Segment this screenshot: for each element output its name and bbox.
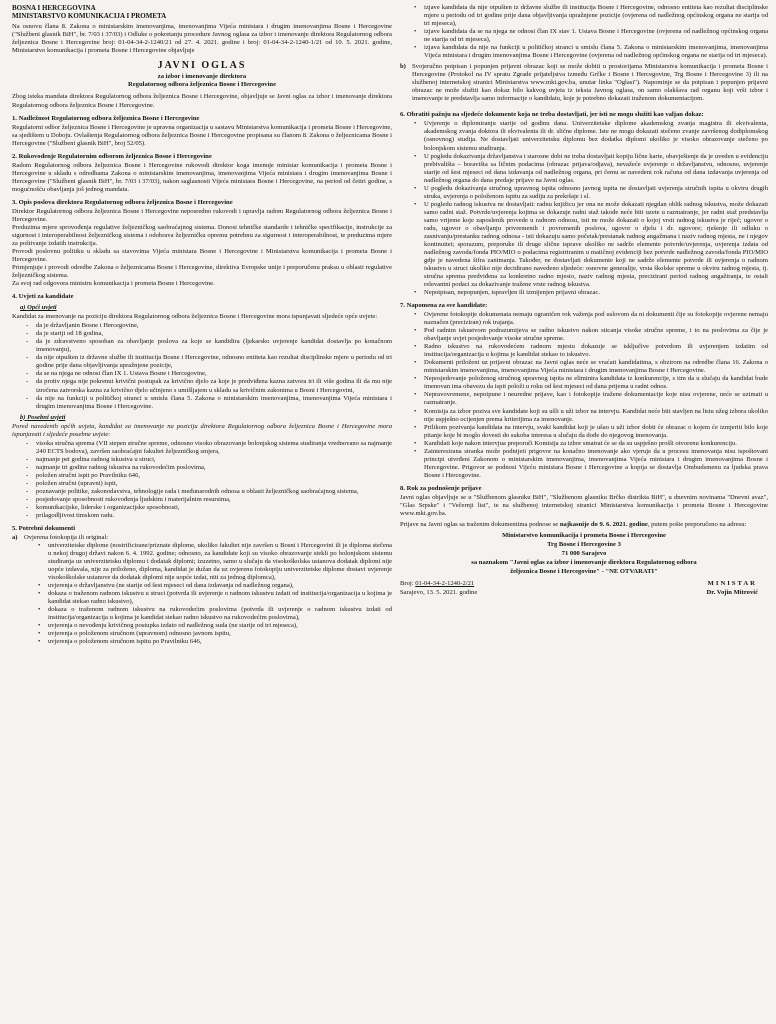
reference-label: Broj: <box>400 580 414 588</box>
list-item: • uvjerenja o položenom stručnom ispitu po Pravilniku 646, <box>48 638 392 646</box>
deadline-paragraph <box>400 521 768 529</box>
list-item: - komunikacijske, liderske i organizacijske sposobnosti, <box>36 504 392 512</box>
general-conditions-list <box>12 322 392 410</box>
section-4-heading: 4. Uvjeti za kandidate <box>12 293 74 301</box>
deadline-date: najkasnije do 9. 6. 2021. godine <box>559 520 648 528</box>
deadline-suffix: , putem pošte preporučeno na adresu: <box>647 520 747 528</box>
section-3-paragraph: Preduzima mjere sprovođenja regulative željezničkog saobraćajnog sistema. Donosi tehničke standarde i tehničke specifikacije, instrukcije za sigurnost i interoperabilnost željezničkog sistema i odobrava željezničku opremu potrebnu za sigurnost i interoperabilnost, te preduzima mjere za poštivanje izdatih instrukcija. <box>12 223 392 247</box>
general-conditions-label: a) <box>20 304 26 312</box>
list-item: - da se na njega ne odnosi član IX 1. Ustava Bosne i Hercegovine, <box>36 370 392 378</box>
list-item: • U pogledu dokazivanja državljanstva i starosne dobi ne treba dostavljati kopiju lične karte, obavještenje da je uveden u evidenciju prebivališta – boravišta sa ličnim podacima (obrazac prijava/odjava), nevažeće uvjerenje o državljanstvu, odnosno, uvjerenje starije od šest mjeseci od dana izdavanja od nadležnog organa, pri čemu se navedeni rok računa od dana izdavanja uvjerenja od nadležnog organa do dana predaje prijave na Javni oglas. <box>424 153 768 185</box>
documents-a-lead: Ovjerena fotokopija ili original: <box>24 534 109 542</box>
section-7-heading: 7. Napomena za sve kandidate: <box>400 302 488 310</box>
section-5-heading: 5. Potrebni dokumenti <box>12 525 76 532</box>
right-column <box>400 4 768 1018</box>
lead-paragraph: Zbog isteka mandata direktora Regulatornog odbora željeznica Bosne i Hercegovine, objavljuje se Javni oglas za izbor i imenovanje direktora Regulatornog odbora željeznica Bosne i Hercegovine. <box>12 93 392 109</box>
documents-b-text: Svojeručno potpisan i popunjen prijavni obrazac koji se može dobiti u prostorijama Ministarstva komunikacija i prometa Bosne i Hercegovine (Protokol na IV spratu Zgrade prijateljstva između Grčke i Bosne i Hercegovine, Trg Bosne i Hercegovine 3) ili na službenoj internetskoj stranici Ministarstva www.mkt.gov.ba, unutar linka "Oglasi"). Napominje se da potpisan i popunjen prijavni obrazac ne može služiti kao dokaz bilo kakvog uvjeta iz teksta Javnog oglasa, on samo olakšava rad organu koji vrši izbor i imenovanje te predstavlja samo informacije o kandidatu, koje je potrebno dokazati traženom dokumentacijom. <box>412 63 768 103</box>
issuer-ministry: MINISTARSTVO KOMUNIKACIJA I PROMETA <box>12 12 167 21</box>
mailing-address <box>400 532 768 576</box>
document-subtitle-2: Regulatornog odbora željeznica Bosne i Hercegovine <box>127 81 277 89</box>
section-1-heading: 1. Nadležnost Regulatornog odbora željeznica Bosne i Hercegovine <box>12 114 200 122</box>
list-item: • dokaza o traženom radnom iskustvu u struci (potvrda ili uvjerenje o radnom iskustvu izdati od institucija/organizacija u kojima je kandidat stekao radno iskustvo), <box>48 590 392 606</box>
address-line: sa naznakom "Javni oglas za izbor i imenovanje direktora Regulatornog odbora <box>471 559 697 567</box>
general-conditions-lead: Kandidat za imenovanje na poziciju direktora Regulatornog odbora željeznica Bosne i Hercegovine mora ispunjavati sljedeće opće uvjete: <box>12 313 378 321</box>
list-item: • uvjerenja o državljanstvu (ne starije od šest mjeseci od dana izdavanja od nadležnog organa), <box>48 582 392 590</box>
list-item: • Nepravovremene, nepotpune i neuredne prijave, kao i fotokopije tražene dokumentacije koje nisu ovjerene, neće se uzimati u razmatranje. <box>424 391 768 407</box>
documents-list <box>24 542 392 646</box>
documents-a-block <box>12 534 392 648</box>
special-conditions-title: Posebni uvjeti <box>27 413 66 421</box>
general-conditions-heading <box>20 304 392 312</box>
section-8-text: Javni oglas objavljuje se u "Službenom glasniku BiH", "Službenom glasniku Brčko distrikta BiH", u dnevnim novinama "Dnevni avaz", "Glas Srpske" i "Večernji list", te na službenoj internetskoj stranici Ministarstva komunikacija i prometa Bosne i Hercegovine www.mkt.gov.ba. <box>400 493 768 517</box>
list-item: • Nepotpisan, nepopunjen, ispravljen ili izmijenjen prijavni obrazac. <box>424 289 768 297</box>
address-line: Trg Bosne i Hercegovine 3 <box>547 540 621 548</box>
document-subtitle-1: za izbor i imenovanje direktora <box>157 73 247 81</box>
section-3-paragraph: Za svoj rad odgovora ministru komunikacija i prometa Bosne i Hercegovine. <box>12 280 215 288</box>
list-item: - najmanje pet godina radnog iskustva u struci, <box>36 456 392 464</box>
general-conditions-title: Opći uvjeti <box>27 304 57 312</box>
list-item: • U pogledu dokazivanja stručnog upravnog ispita odnosno javnog ispita ne dostavljati uvjerenja stručnih ispita u okviru drugih struka, uvjerenja o položenom ispitu za sudiju za prekršaje i sl. <box>424 185 768 201</box>
section-3-paragraph: Primjenjuje i provodi odredbe Zakona o željeznicama Bosne i Hercegovine, direktiva Evropske unije i preporučenu praksu u oblasti regulative željezničkog sistema. <box>12 264 392 280</box>
list-item: - posjedovanje sposobnosti rukovođenja ljudskim i materijalnim resursima, <box>36 496 392 504</box>
reference-block <box>400 580 477 597</box>
list-item: • Zainteresirana stranka može podnijeti prigovor na konačno imenovanje ako vjeruje da u procesu imenovanja nisu ispoštovani principi utvrđeni Zakonom o ministarskim imenovanjima, imenovanjima Vijeća ministara i drugim imenovanjima Bosne i Hercegovine. Prigovor se podnosi Vijeću ministara Bosne i Hercegovine a kopija se dostavlja Ombudsmenu za ljudska prava Bosne i Hercegovine. <box>424 448 768 480</box>
intro-paragraph: Na osnovu člana 8. Zakona o ministarskim imenovanjima, imenovanjima Vijeća ministara i drugim imenovanjima Bosne i Hercegovine ("Službeni glasnik BiH", br. 7/03 i 37/03) i Odluke o pokretanju procedure Javnog oglasa za izbor i imenovanje direktora Regulatornog odbora željeznica Bosne i Hercegovine broj: 01-04-34-2-1240/21 od 27. 4. 2021. godine i broj: 01-04-34-2-1240-1/21 od 10. 5. 2021. godine, Ministarstvo komunikacija i prometa Bosne i Hercegovine objavljuje <box>12 23 392 55</box>
section-3-paragraph: Direktor Regulatornog odbora željeznica Bosne i Hercegovine neposredno rukovodi i upravlja radom Regulatornog odbora željeznica Bosne i Hercegovine. <box>12 207 392 223</box>
list-item: - poznavanje politike, zakonodavstva, tehnologije rada i međunarodnih odnosa u oblasti željezničkog saobraćajnog sistema, <box>36 488 392 496</box>
documents-list-continued <box>400 4 768 60</box>
list-item: • univerzitetske diplome (nostrificirane/priznate diplome, ukoliko fakultet nije završen u Bosni i Hercegovini ili je diploma stečena u nekoj drugoj državi nakon 6. 4. 1992. godine; odnosno, za kandidate koji su visoko obrazovanje stekli po bolonjskom sistemu studiranja uz univerzitetsku diplomu i dodatak diplomi; izuzetno, samo u slučaju da visokoškolska ustanova dodatak diplomi nije uopće izdavala, nije za priloženo, diploma, kandidat je dužan da uz ovjerenu fotokopiju univerzitetske diplome dostavi uvjerenje visokoškolske ustanove da dodatak diplomi nije uopće izdat, niti za jednog diplomca), <box>48 542 392 582</box>
address-line: željeznica Bosne i Hercegovine" - "NE OTVARATI" <box>510 568 658 576</box>
list-item: • Komisija za izbor poziva sve kandidate koji su ušli u uži izbor na intervju. Kandidat neće biti stavljen na listu užeg izbora ukoliko nije uspješno ocijenjen prema kriterijima za imenovanje. <box>424 408 768 424</box>
special-conditions-list <box>12 440 392 520</box>
address-line: Ministarstvo komunikacija i prometa Bosne i Hercegovine <box>502 531 666 539</box>
signatory-name: Dr. Vojin Mitrović <box>706 588 758 596</box>
list-item: • izjava kandidata da nije na funkciji u političkoj stranci u smislu člana 5. Zakona o ministarskim imenovanjima, imenovanjima Vijeća ministara i drugim imenovanjima Bosne i Hercegovine (ovjerena od nadležnog općinskog organa ne starija od tri mjeseca). <box>424 44 768 60</box>
section-1-text: Regulatorni odbor željeznica Bosne i Hercegovine je upravna organizacija u sastavu Ministarstva komunikacija i prometa Bosne i Hercegovine, sa sjedištem u Doboju. Ovlaštenja Regulatornog odbora željeznica Bosne i Hercegovine propisana su članom 8. Zakona o željeznicama Bosne i Hercegovine ("Službeni glasnik BiH", broj 52/05). <box>12 123 392 147</box>
list-item: - prilagodljivost timskom radu. <box>36 512 392 520</box>
list-item: - položen stručni (upravni) ispit, <box>36 480 392 488</box>
section-6-heading: 6. Obratiti pažnju na sljedeće dokumente koja ne treba dostavljati, jer isti ne mogu služiti kao valjan dokaz: <box>400 111 704 119</box>
signatory <box>707 580 758 597</box>
signatory-title: MINISTAR <box>707 580 757 588</box>
deadline-prefix: Prijave na Javni oglas sa traženim dokumentima podnose se <box>400 520 560 528</box>
list-item: • Neposjedovanje položenog stručnog upravnog ispita ne eliminira kandidata iz konkurencije, s tim da u slučaju da kandidat bude imenovan ima obavezu da ispit položi u roku od šest mjeseci od dana prijema u radni odnos. <box>424 375 768 391</box>
list-item: • dokaza o traženom radnom iskustvu na rukovodećim poslovima (potvrda ili uvjerenje o radnom iskustvu izdati od institucija/organizacija u kojima je kandidat stekao radno iskustvo na rukovodećim poslovima), <box>48 606 392 622</box>
list-item: • Prilikom pozivanja kandidata na intervju, svaki kandidat koji je ušao u uži izbor dobit će obrazac o kojem će izmjeriti bilo koje pitanje koje bi moglo dovesti do sukoba interesa u slučaju da dođe do njegovog imenovanja. <box>424 424 768 440</box>
list-item: • Kandidati koje nakon intervjua preporuči Komisija za izbor smatrat će se da su uspješno prošli otvorenu konkurenciju. <box>424 440 768 448</box>
list-item: - da je stariji od 18 godina, <box>36 330 392 338</box>
list-item: • Uvjerenje o diplomiranju starije od godinu dana. Univerzitetske diplome akademskog zvanja magistra ili ekvivalenta, akademskog zvanja doktora ili ekvivalenta ili dr. slične diplome. Iste ne mogu dokazati stečeno zvanje završenog dodiplomskog (osnovnog) studija. Ne dostavljati univerzitetsku diplomu bez dodatka diplomi ukoliko je visoko obrazovanje stečeno po bolonjskom sistemu studiranja. <box>424 120 768 152</box>
special-conditions-heading <box>20 414 392 422</box>
issuer-header <box>12 4 392 20</box>
list-item: • Dokumenti priloženi uz prijavni obrazac na Javni oglas neće se vraćati kandidatima, s obzirom na odredbe člana 16. Zakona o ministarskim imenovanjima, imenovanjima Vijeća ministara i drugim imenovanjima Bosne i Hercegovine. <box>424 359 768 375</box>
documents-b-block <box>400 63 768 106</box>
section-2-heading: 2. Rukovođenje Regulatornim odborom željeznica Bosne i Hercegovine <box>12 152 212 160</box>
list-item: - položen stručni ispit po Pravilniku 646, <box>36 472 392 480</box>
list-item: - najmanje tri godine radnog iskustva na rukovodećim poslovima, <box>36 464 392 472</box>
notes-list <box>400 311 768 480</box>
issue-date: Sarajevo, 13. 5. 2021. godine <box>400 588 478 596</box>
document-title: JAVNI OGLAS <box>157 60 247 72</box>
issuer-country: BOSNA I HERCEGOVINA <box>12 4 96 12</box>
special-conditions-lead: Pored navedenih općih uvjeta, kandidat za imenovanje na poziciju direktora Regulatornog odbora željeznica Bosne i Hercegovine mora ispunjavati i sljedeće posebne uvjete: <box>12 422 392 438</box>
list-item: - da protiv njega nije pokrenut krivični postupak za krivično djelo za koje je predviđena kazna zatvora tri ili više godina ili da mu nije izrečena zatvorska kazna za krivično djelo učinjeno s umišljajem u skladu sa krivičnim zakonima u Bosni i Hercegovini, <box>36 378 392 394</box>
list-item: - da nije na funkciji u političkoj stranci u smislu člana 5. Zakona o ministarskim imenovanjima, imenovanjima Vijeća ministara i drugim imenovanjima Bosne i Hercegovine. <box>36 395 392 411</box>
list-item: • uvjerenja o položenom stručnom (upravnom) odnosno javnom ispitu, <box>48 630 392 638</box>
list-item: - da je zdravstveno sposoban za obavljanje poslova za koje se kandidira (ljekarsko uvjerenje kandidat dostavlja po konačnom imenovanju), <box>36 338 392 354</box>
list-item: - visoka stručna sprema (VII stepen stručne spreme, odnosno visoko obrazovanje bolonjskog sistema studiranja vrednovano sa najmanje 240 ECTS bodova), završen saobraćajni fakultet željezničkog smjera, <box>36 440 392 456</box>
left-column <box>12 4 392 1018</box>
address-line: 71 000 Sarajevo <box>561 550 607 557</box>
list-item: • Pod radnim iskustvom podrazumijeva se radno iskustvo nakon sticanja visoke stručne spreme, i to na poslovima za čije je obavljanje uvjet posjedovanje visoke stručne spreme. <box>424 327 768 343</box>
section-3-paragraph: Provodi poslovnu politiku u skladu sa stavovima Vijeća ministara Bosne i Hercegovine i Ministarstva komunikacija i prometa Bosne i Hercegovine. <box>12 248 392 264</box>
list-item: - da nije otpušten iz državne službe ili institucija Bosne i Hercegovine, odnosno entiteta kao rezultat disciplinske mjere u periodu od tri godine prije dana objavljivanja upražnjene pozicije, <box>36 354 392 370</box>
invalid-documents-list <box>400 120 768 297</box>
list-item: • izjave kandidata da nije otpušten iz državne službe ili institucija Bosne i Hercegovine, odnosno entiteta kao rezultat disciplinske mjere u periodu od tri godine prije dana objavljivanja upražnjene pozicije (ovjerena od nadležnog općinskog organa ne starija od tri mjeseca), <box>424 4 768 28</box>
section-3-heading: 3. Opis poslova direktora Regulatornog odbora željeznica Bosne i Hercegovine <box>12 198 233 206</box>
list-item: • Radno iskustvo na rukovodećem radnom mjestu dokazuje se isključive potvrdom ili uvjerenjem izdatim od institucija/organizacija u kojima je kandidat stekao to iskustvo. <box>424 343 768 359</box>
section-2-text: Radom Regulatornog odbora željeznica Bosne i Hercegovine rukovodi direktor koga imenuje ministar komunikacija i prometa Bosne i Hercegovine u skladu s odredbama Zakona o ministarskim imenovanjima, imenovanjima Vijeća ministara i drugim imenovanjima Bosne i Hercegovine ("Službeni glasnik BiH", br. 7/03 i 37/03), nakon saglasnosti Vijeća ministara Bosne i Hercegovine, na period od četiri godine, s mogućnošću obavljanja još jednog mandata. <box>12 161 392 193</box>
documents-b-label: b) <box>400 63 406 71</box>
list-item: • uvjerenja o nevođenju krivičnog postupka izdato od nadležnog suda (ne starije od tri mjeseca), <box>48 622 392 630</box>
signature-block <box>400 580 768 597</box>
list-item: • izjave kandidata da se na njega ne odnosi član IX stav 1. Ustava Bosne i Hercegovine (ovjerena od nadležnog općinskog organa ne starija od tri mjeseca), <box>424 28 768 44</box>
list-item: • Ovjerene fotokopije dokumenata nemaju ograničen rok važenja pod uslovom da ni dokumenti čije su fotokopije ovjerene nemaju naznačen (preciziran) rok trajanja. <box>424 311 768 327</box>
list-item: • U pogledu radnog iskustva ne dostavljati: radnu knjižicu jer ona ne može dokazati njegdan oblik radnog iskustva, može dokazati samo radni staž. Potvrde/uvjerenja kojima se dokazuje radni staž takođe neće biti uzete u razmatranje, jer radni staž predstavlja samo vrijeme koje zaposlenik provede u radnom odnosu, isti ne može dokazati o kojoj vrsti radnog iskustva je riječ; ugovor o radu, ugovor o obavljanju privremenih i povremenih poslova, ugovor o djelu i dr. ugovore; rješenje ili odluku o zasnivanju/prestanku radnog odnosa - isti dokazuju samo početak/prestanak radnog angažmana i naziv radnog mjesta, ne i njegov kontinuitet; sporazum, preporuke ili druge slične isprave ukoliko ne sadrže elemente potvrde/uvjerenja, uvjerenja izdata od nadležnog zavoda/fonda PIO/MIO o podacima registriranim u matičnoj evidenciji bez potvrde nadležnog zavoda/fonda PIO/MIO gdje je navedena šifra zanimanja. Također, ne dostavljati dokumente koji ne sadrže elemente potvrde ili uvjerenja o radnom iskustvu u struci ukoliko nije decidirano navedeno sljedeće: osnovne generalije, vrsta školske spreme u okviru radnog mjesta, tj. stručna sprema predviđena za konkretno radno mjesto, naziv radnog mjesta, precizirani period radnog angažiranja, te ostali relevantni podaci za dokazivanje tražene vrste radnog iskustva. <box>424 201 768 289</box>
documents-a-label: a) <box>12 534 18 542</box>
special-conditions-label: b) <box>20 413 26 421</box>
reference-number: 01-04-34-2-1240-2/21 <box>415 580 475 588</box>
section-8-heading: 8. Rok za podnošenje prijave <box>400 484 482 492</box>
list-item: - da je državljanin Bosne i Hercegovine, <box>36 322 392 330</box>
